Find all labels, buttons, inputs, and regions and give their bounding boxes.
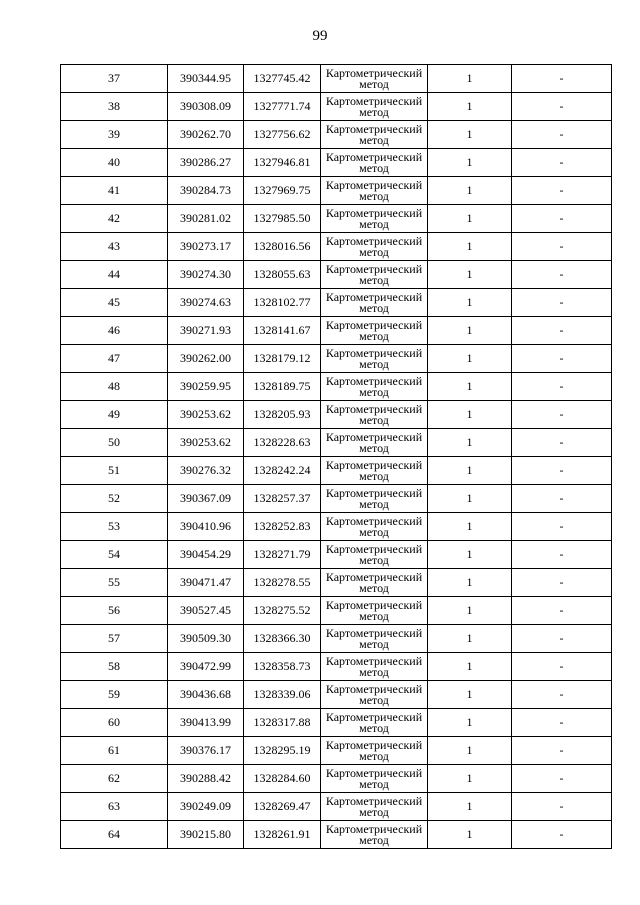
point-number-cell: 48	[61, 373, 168, 401]
method-line-1: Картометрический	[325, 738, 423, 752]
method-line-2: метод	[359, 105, 389, 119]
method-line-1: Картометрический	[325, 318, 423, 332]
method-line-1: Картометрический	[325, 262, 423, 276]
y-coordinate-cell: 1327745.42	[244, 65, 321, 93]
point-number-cell: 55	[61, 569, 168, 597]
method-line-1: Картометрический	[325, 430, 423, 444]
method-line-2: метод	[359, 245, 389, 259]
x-coordinate-cell: 390286.27	[168, 149, 244, 177]
x-coordinate-cell: 390259.95	[168, 373, 244, 401]
method-line-2: метод	[359, 609, 389, 623]
table-row	[61, 625, 612, 653]
method-line-2: метод	[359, 329, 389, 343]
extra-cell: -	[512, 793, 612, 821]
point-number-cell: 37	[61, 65, 168, 93]
x-coordinate-cell: 390376.17	[168, 737, 244, 765]
y-coordinate-cell: 1328179.12	[244, 345, 321, 373]
count-cell: 1	[428, 485, 512, 513]
method-cell	[321, 401, 428, 429]
y-coordinate-cell: 1328278.55	[244, 569, 321, 597]
x-coordinate-cell: 390284.73	[168, 177, 244, 205]
method-cell	[321, 541, 428, 569]
table-row	[61, 569, 612, 597]
y-coordinate-cell: 1328295.19	[244, 737, 321, 765]
method-line-1: Картометрический	[325, 234, 423, 248]
y-coordinate-cell: 1327756.62	[244, 121, 321, 149]
count-cell: 1	[428, 317, 512, 345]
point-number-cell: 41	[61, 177, 168, 205]
method-line-1: Картометрический	[325, 598, 423, 612]
count-cell: 1	[428, 597, 512, 625]
point-number-cell: 53	[61, 513, 168, 541]
method-line-1: Картометрический	[325, 290, 423, 304]
y-coordinate-cell: 1328016.56	[244, 233, 321, 261]
method-line-2: метод	[359, 413, 389, 427]
y-coordinate-cell: 1328284.60	[244, 765, 321, 793]
method-line-2: метод	[359, 637, 389, 651]
method-cell	[321, 317, 428, 345]
extra-cell: -	[512, 121, 612, 149]
count-cell: 1	[428, 289, 512, 317]
count-cell: 1	[428, 681, 512, 709]
count-cell: 1	[428, 233, 512, 261]
coordinates-table-body	[61, 65, 612, 849]
method-line-1: Картометрический	[325, 66, 423, 80]
method-cell	[321, 205, 428, 233]
count-cell: 1	[428, 373, 512, 401]
x-coordinate-cell: 390253.62	[168, 401, 244, 429]
count-cell: 1	[428, 541, 512, 569]
y-coordinate-cell: 1328257.37	[244, 485, 321, 513]
table-row	[61, 373, 612, 401]
method-line-2: метод	[359, 357, 389, 371]
table-row	[61, 457, 612, 485]
x-coordinate-cell: 390509.30	[168, 625, 244, 653]
method-line-2: метод	[359, 525, 389, 539]
y-coordinate-cell: 1328102.77	[244, 289, 321, 317]
table-row	[61, 653, 612, 681]
extra-cell: -	[512, 709, 612, 737]
x-coordinate-cell: 390271.93	[168, 317, 244, 345]
point-number-cell: 63	[61, 793, 168, 821]
point-number-cell: 43	[61, 233, 168, 261]
method-line-1: Картометрический	[325, 346, 423, 360]
point-number-cell: 60	[61, 709, 168, 737]
method-line-2: метод	[359, 553, 389, 567]
count-cell: 1	[428, 569, 512, 597]
y-coordinate-cell: 1328269.47	[244, 793, 321, 821]
method-line-2: метод	[359, 273, 389, 287]
table-row	[61, 765, 612, 793]
method-cell	[321, 569, 428, 597]
table-row	[61, 793, 612, 821]
extra-cell: -	[512, 261, 612, 289]
method-line-1: Картометрический	[325, 710, 423, 724]
method-cell	[321, 625, 428, 653]
y-coordinate-cell: 1328358.73	[244, 653, 321, 681]
count-cell: 1	[428, 513, 512, 541]
method-line-1: Картометрический	[325, 374, 423, 388]
table-row	[61, 429, 612, 457]
count-cell: 1	[428, 765, 512, 793]
x-coordinate-cell: 390413.99	[168, 709, 244, 737]
y-coordinate-cell: 1327771.74	[244, 93, 321, 121]
method-line-1: Картометрический	[325, 794, 423, 808]
y-coordinate-cell: 1327985.50	[244, 205, 321, 233]
method-cell	[321, 65, 428, 93]
method-line-2: метод	[359, 777, 389, 791]
method-line-1: Картометрический	[325, 766, 423, 780]
count-cell: 1	[428, 121, 512, 149]
method-line-1: Картометрический	[325, 122, 423, 136]
method-line-2: метод	[359, 77, 389, 91]
extra-cell: -	[512, 457, 612, 485]
method-cell	[321, 149, 428, 177]
count-cell: 1	[428, 429, 512, 457]
method-cell	[321, 765, 428, 793]
table-row	[61, 709, 612, 737]
y-coordinate-cell: 1328271.79	[244, 541, 321, 569]
extra-cell: -	[512, 93, 612, 121]
table-row	[61, 681, 612, 709]
method-cell	[321, 513, 428, 541]
extra-cell: -	[512, 345, 612, 373]
x-coordinate-cell: 390527.45	[168, 597, 244, 625]
count-cell: 1	[428, 653, 512, 681]
y-coordinate-cell: 1328275.52	[244, 597, 321, 625]
method-cell	[321, 429, 428, 457]
point-number-cell: 39	[61, 121, 168, 149]
method-line-2: метод	[359, 133, 389, 147]
point-number-cell: 40	[61, 149, 168, 177]
method-cell	[321, 373, 428, 401]
method-line-2: метод	[359, 385, 389, 399]
count-cell: 1	[428, 401, 512, 429]
count-cell: 1	[428, 261, 512, 289]
y-coordinate-cell: 1328252.83	[244, 513, 321, 541]
method-line-2: метод	[359, 441, 389, 455]
y-coordinate-cell: 1328317.88	[244, 709, 321, 737]
x-coordinate-cell: 390367.09	[168, 485, 244, 513]
point-number-cell: 44	[61, 261, 168, 289]
y-coordinate-cell: 1328228.63	[244, 429, 321, 457]
x-coordinate-cell: 390281.02	[168, 205, 244, 233]
point-number-cell: 47	[61, 345, 168, 373]
x-coordinate-cell: 390274.63	[168, 289, 244, 317]
x-coordinate-cell: 390308.09	[168, 93, 244, 121]
table-row	[61, 345, 612, 373]
table-row	[61, 821, 612, 849]
point-number-cell: 56	[61, 597, 168, 625]
method-cell	[321, 485, 428, 513]
count-cell: 1	[428, 821, 512, 849]
x-coordinate-cell: 390253.62	[168, 429, 244, 457]
method-line-2: метод	[359, 217, 389, 231]
table-row	[61, 121, 612, 149]
point-number-cell: 38	[61, 93, 168, 121]
method-cell	[321, 233, 428, 261]
method-line-2: метод	[359, 497, 389, 511]
point-number-cell: 64	[61, 821, 168, 849]
method-line-1: Картометрический	[325, 542, 423, 556]
extra-cell: -	[512, 177, 612, 205]
extra-cell: -	[512, 373, 612, 401]
coordinates-table	[60, 64, 612, 849]
x-coordinate-cell: 390215.80	[168, 821, 244, 849]
method-line-2: метод	[359, 581, 389, 595]
x-coordinate-cell: 390471.47	[168, 569, 244, 597]
x-coordinate-cell: 390410.96	[168, 513, 244, 541]
method-line-2: метод	[359, 665, 389, 679]
x-coordinate-cell: 390454.29	[168, 541, 244, 569]
method-line-1: Картометрический	[325, 94, 423, 108]
method-line-1: Картометрический	[325, 402, 423, 416]
count-cell: 1	[428, 65, 512, 93]
method-cell	[321, 709, 428, 737]
point-number-cell: 51	[61, 457, 168, 485]
x-coordinate-cell: 390262.70	[168, 121, 244, 149]
count-cell: 1	[428, 93, 512, 121]
table-row	[61, 485, 612, 513]
method-cell	[321, 177, 428, 205]
extra-cell: -	[512, 821, 612, 849]
y-coordinate-cell: 1328242.24	[244, 457, 321, 485]
method-cell	[321, 653, 428, 681]
method-line-1: Картометрический	[325, 654, 423, 668]
count-cell: 1	[428, 457, 512, 485]
extra-cell: -	[512, 765, 612, 793]
method-cell	[321, 457, 428, 485]
table-row	[61, 541, 612, 569]
extra-cell: -	[512, 513, 612, 541]
point-number-cell: 59	[61, 681, 168, 709]
method-line-2: метод	[359, 469, 389, 483]
method-line-1: Картометрический	[325, 514, 423, 528]
table-row	[61, 149, 612, 177]
y-coordinate-cell: 1328189.75	[244, 373, 321, 401]
extra-cell: -	[512, 737, 612, 765]
extra-cell: -	[512, 149, 612, 177]
method-line-1: Картометрический	[325, 570, 423, 584]
table-row	[61, 93, 612, 121]
method-line-1: Картометрический	[325, 458, 423, 472]
x-coordinate-cell: 390274.30	[168, 261, 244, 289]
table-row	[61, 261, 612, 289]
method-cell	[321, 737, 428, 765]
extra-cell: -	[512, 485, 612, 513]
method-line-1: Картометрический	[325, 486, 423, 500]
point-number-cell: 61	[61, 737, 168, 765]
extra-cell: -	[512, 541, 612, 569]
method-line-1: Картометрический	[325, 206, 423, 220]
extra-cell: -	[512, 205, 612, 233]
method-cell	[321, 121, 428, 149]
count-cell: 1	[428, 149, 512, 177]
y-coordinate-cell: 1327946.81	[244, 149, 321, 177]
method-line-2: метод	[359, 161, 389, 175]
point-number-cell: 50	[61, 429, 168, 457]
method-line-1: Картометрический	[325, 178, 423, 192]
extra-cell: -	[512, 65, 612, 93]
method-cell	[321, 681, 428, 709]
x-coordinate-cell: 390262.00	[168, 345, 244, 373]
y-coordinate-cell: 1328141.67	[244, 317, 321, 345]
method-line-1: Картометрический	[325, 150, 423, 164]
table-row	[61, 513, 612, 541]
extra-cell: -	[512, 597, 612, 625]
x-coordinate-cell: 390436.68	[168, 681, 244, 709]
extra-cell: -	[512, 233, 612, 261]
method-line-2: метод	[359, 805, 389, 819]
point-number-cell: 57	[61, 625, 168, 653]
method-line-2: метод	[359, 749, 389, 763]
y-coordinate-cell: 1328261.91	[244, 821, 321, 849]
point-number-cell: 49	[61, 401, 168, 429]
method-cell	[321, 793, 428, 821]
y-coordinate-cell: 1328339.06	[244, 681, 321, 709]
x-coordinate-cell: 390276.32	[168, 457, 244, 485]
method-cell	[321, 821, 428, 849]
x-coordinate-cell: 390344.95	[168, 65, 244, 93]
x-coordinate-cell: 390249.09	[168, 793, 244, 821]
table-row	[61, 65, 612, 93]
count-cell: 1	[428, 345, 512, 373]
method-cell	[321, 597, 428, 625]
x-coordinate-cell: 390288.42	[168, 765, 244, 793]
table-row	[61, 177, 612, 205]
y-coordinate-cell: 1328055.63	[244, 261, 321, 289]
page-number: 99	[312, 28, 328, 44]
table-row	[61, 597, 612, 625]
count-cell: 1	[428, 709, 512, 737]
method-line-2: метод	[359, 721, 389, 735]
y-coordinate-cell: 1327969.75	[244, 177, 321, 205]
method-line-1: Картометрический	[325, 626, 423, 640]
y-coordinate-cell: 1328205.93	[244, 401, 321, 429]
x-coordinate-cell: 390273.17	[168, 233, 244, 261]
extra-cell: -	[512, 429, 612, 457]
extra-cell: -	[512, 681, 612, 709]
point-number-cell: 62	[61, 765, 168, 793]
method-line-1: Картометрический	[325, 682, 423, 696]
table-row	[61, 205, 612, 233]
count-cell: 1	[428, 737, 512, 765]
method-line-2: метод	[359, 301, 389, 315]
method-cell	[321, 345, 428, 373]
method-cell	[321, 261, 428, 289]
extra-cell: -	[512, 289, 612, 317]
extra-cell: -	[512, 625, 612, 653]
point-number-cell: 46	[61, 317, 168, 345]
point-number-cell: 58	[61, 653, 168, 681]
method-cell	[321, 289, 428, 317]
table-row	[61, 289, 612, 317]
table-row	[61, 401, 612, 429]
table-row	[61, 317, 612, 345]
y-coordinate-cell: 1328366.30	[244, 625, 321, 653]
method-line-2: метод	[359, 693, 389, 707]
point-number-cell: 54	[61, 541, 168, 569]
x-coordinate-cell: 390472.99	[168, 653, 244, 681]
table-row	[61, 737, 612, 765]
count-cell: 1	[428, 205, 512, 233]
point-number-cell: 52	[61, 485, 168, 513]
count-cell: 1	[428, 625, 512, 653]
method-line-1: Картометрический	[325, 822, 423, 836]
count-cell: 1	[428, 177, 512, 205]
extra-cell: -	[512, 653, 612, 681]
extra-cell: -	[512, 569, 612, 597]
extra-cell: -	[512, 317, 612, 345]
point-number-cell: 42	[61, 205, 168, 233]
count-cell: 1	[428, 793, 512, 821]
table-row	[61, 233, 612, 261]
point-number-cell: 45	[61, 289, 168, 317]
method-line-2: метод	[359, 189, 389, 203]
method-line-2: метод	[359, 833, 389, 847]
extra-cell: -	[512, 401, 612, 429]
method-cell	[321, 93, 428, 121]
